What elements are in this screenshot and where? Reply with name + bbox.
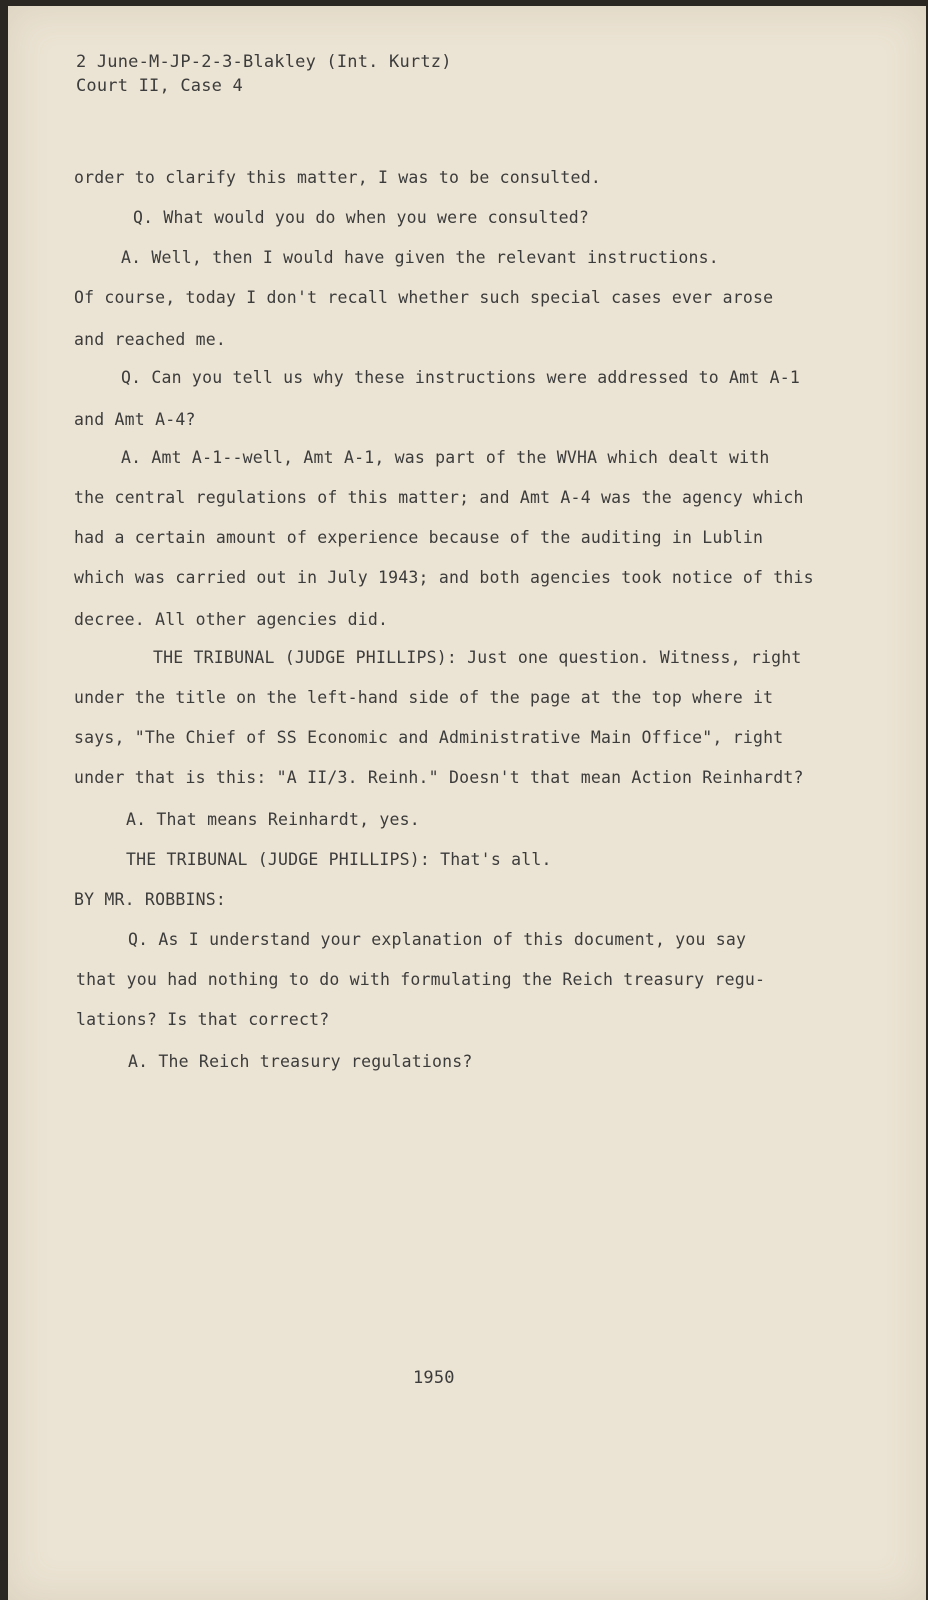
document-page (8, 6, 926, 1600)
transcript-line: A. The Reich treasury regulations? (128, 1052, 473, 1071)
transcript-line: A. Amt A-1--well, Amt A-1, was part of the WVHA which dealt with (121, 448, 770, 467)
transcript-line: under that is this: "A II/3. Reinh." Doesn't that mean Action Reinhardt? (74, 768, 804, 787)
transcript-line: Q. Can you tell us why these instructions were addressed to Amt A-1 (121, 368, 800, 387)
transcript-line: had a certain amount of experience because of the auditing in Lublin (74, 528, 764, 547)
transcript-line: the central regulations of this matter; and Amt A-4 was the agency which (74, 488, 804, 507)
transcript-line: that you had nothing to do with formulating the Reich treasury regu- (76, 970, 766, 989)
transcript-line: says, "The Chief of SS Economic and Administrative Main Office", right (74, 728, 784, 747)
transcript-line: THE TRIBUNAL (JUDGE PHILLIPS): That's all. (126, 850, 552, 869)
transcript-line: lations? Is that correct? (76, 1010, 330, 1029)
transcript-line: Of course, today I don't recall whether such special cases ever arose (74, 288, 774, 307)
page-number: 1950 (413, 1368, 455, 1388)
transcript-line: under the title on the left-hand side of the page at the top where it (74, 688, 774, 707)
header-court: Court II, Case 4 (76, 76, 243, 96)
transcript-line: BY MR. ROBBINS: (74, 890, 227, 909)
transcript-line: and reached me. (74, 330, 227, 349)
transcript-line: and Amt A-4? (74, 410, 196, 429)
header-case-reference: 2 June-M-JP-2-3-Blakley (Int. Kurtz) (76, 52, 452, 72)
transcript-line: Q. As I understand your explanation of this document, you say (128, 930, 747, 949)
transcript-line: A. That means Reinhardt, yes. (126, 810, 420, 829)
transcript-line: Q. What would you do when you were consulted? (133, 208, 590, 227)
transcript-line: THE TRIBUNAL (JUDGE PHILLIPS): Just one question. Witness, right (153, 648, 802, 667)
transcript-line: decree. All other agencies did. (74, 610, 389, 629)
transcript-line: which was carried out in July 1943; and both agencies took notice of this (74, 568, 814, 587)
transcript-line: A. Well, then I would have given the relevant instructions. (121, 248, 719, 267)
transcript-line: order to clarify this matter, I was to be consulted. (74, 168, 601, 187)
